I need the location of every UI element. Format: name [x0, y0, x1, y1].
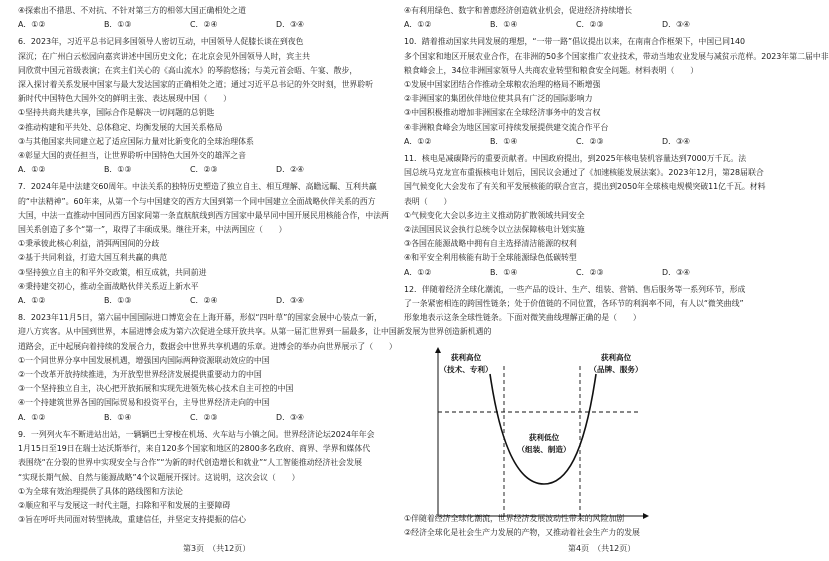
q6-item: ④彰显大国的责任担当，让世界聆听中国特色大国外交的雄浑之音 — [18, 151, 247, 161]
option-c[interactable]: C．②③ — [190, 165, 218, 175]
option-b[interactable]: B．①④ — [104, 412, 132, 422]
q8-stem: 8．2023年11月5日，第六届中国国际进口博览会在上海开幕，形似“四叶草”的国家会展中心装点一新， — [18, 313, 382, 323]
q6-stem: 6．2023年，习近平总书记同多国领导人密切互动，中国领导人促膝长谈在到夜色 — [18, 37, 304, 47]
q8-stem: 迎八方宾客。从中国到世界，本届进博会成为第六次促进全球开放共享。从第一届汇世界到一届最多，让中国新发展为世界创造新机遇的 — [18, 327, 492, 337]
q8-item: ④一个持建筑世界各国的国际贸易和投资平台，主导世界经济走向的中国 — [18, 398, 270, 408]
option-c[interactable]: C．②④ — [190, 20, 218, 30]
option-a[interactable]: A．①② — [18, 20, 46, 30]
q7-item: ①秉承彼此核心利益，消弭两国间的分歧 — [18, 239, 160, 249]
option-d[interactable]: D．③④ — [662, 136, 691, 146]
q10-options — [404, 135, 776, 149]
q12-item: ②经济全球化是社会生产力发展的产物，又推动着社会生产力的发展 — [404, 528, 640, 538]
q10-stem: 多个国家和地区开展农业合作，在非洲的50多个国家推广农业技术，带动当地农业发展与减贫示范样。2023年第二届中非 — [404, 51, 829, 61]
option-c[interactable]: C．②③ — [576, 20, 604, 30]
q8-stem: 道路会，正中起展向着持续的发展合力，数据会中世界共享机遇的乐章。进博会的举办向世界展示了（ ） — [18, 341, 397, 351]
q7-item: ④秉持建交初心，推动全面战略伙伴关系迈上新水平 — [18, 281, 199, 291]
q12-item: ①伴随着经济全球化潮流，世界经济发展波动性带来的风险加剧 — [404, 514, 625, 523]
q11-item: ①气候变化大会以多边主义推动防扩散领域共同安全 — [404, 210, 585, 220]
page-number-left: 第3页 （共12页） — [183, 544, 251, 553]
q9-stem: 表围绕“在分裂的世界中实现安全与合作”“为新的时代创造增长和就业”“人工智能推动经济社会发展 — [18, 458, 362, 468]
q11-stem: 表明（ ） — [404, 196, 452, 206]
option-a[interactable]: A．①② — [18, 296, 46, 306]
option-d[interactable]: D．③④ — [276, 412, 305, 422]
q6-item: ①坚持共商共建共享，国际合作是解决一切问题的总钥匙 — [18, 108, 215, 118]
q7-options — [18, 294, 390, 308]
q9-stem: “实现长期气候、自然与能源战略”4个议题展开探讨。这说明，这次会议（ ） — [18, 472, 300, 482]
option-b[interactable]: B．①③ — [104, 165, 132, 175]
q10-stem: 10．踏着推动国家共同发展的理想，“一带一路”倡议提出以来，在南南合作框架下，中国已同140 — [404, 37, 746, 47]
q7-stem: 7．2024年是中法建交60周年。中法关系的独特历史塑造了独立自主、相互理解、高瞻远瞩、互利共赢 — [18, 182, 377, 192]
option-d[interactable]: D．③④ — [662, 20, 691, 30]
q8-item: ①一个同世界分享中国发展机遇，增强国内国际两种资源联动效应的中国 — [18, 355, 270, 365]
q10-item: ①发展中国家团结合作推动全球粮农治理的格局不断增强 — [404, 80, 601, 90]
q10-item: ④非洲粮食峰会为地区国家可持续发展提供建交流合作平台 — [404, 122, 609, 132]
q11-item: ③各国在能源战略中拥有自主选择清洁能源的权利 — [404, 239, 577, 249]
option-a[interactable]: A．①② — [404, 267, 432, 277]
low-profit-label: 获利低位 — [528, 433, 560, 442]
q7-item: ③坚持独立自主的和平外交政策，相互成就，共同前进 — [18, 267, 207, 277]
option-b[interactable]: B．①③ — [104, 20, 132, 30]
brand-service-label: （品牌、服务） — [589, 365, 643, 374]
q10-item: ②非洲国家的集团伙伴地位使其具有广泛的国际影响力 — [404, 94, 593, 104]
q9-options — [404, 18, 776, 32]
q11-options — [404, 266, 776, 280]
q6-stem: 深沉；在广州白云松园向嘉宾讲述中国历史文化；在北京会见外国领导人时，宾主共 — [18, 51, 310, 61]
q9-item: ①为全球有效治理提供了具体的路线图和方法论 — [18, 486, 183, 496]
q7-stem: 大国，中法一直推动中国同西方国家间第一条直航航线到西方国家中最早同中国开展民用核能合作，中法两 — [18, 210, 389, 220]
q8-item: ③一个坚持独立自主，决心把开放拓展和实现先进领先核心技术自主可控的中国 — [18, 384, 294, 394]
page-number-right: 第4页 （共12页） — [568, 544, 636, 553]
q11-item: ②法国国民议会执行总统令以立法保障核电计划实施 — [404, 225, 585, 235]
option-b[interactable]: B．①④ — [490, 136, 518, 146]
q5-item-4: ④探索出不措思、不对抗、不针对第三方的相邻大国正确相处之道 — [18, 6, 247, 15]
assembly-manufacture-label: （组装、制造） — [517, 445, 571, 454]
q11-item: ④和平安全利用核能有助于全球能源绿色低碳转型 — [404, 253, 577, 263]
q10-stem: 粮食峰会上，34位非洲国家领导人共商农业转型和粮食安全问题。材料表明（ ） — [404, 65, 699, 75]
q7-item: ②基于共同利益，打造大国互利共赢的典范 — [18, 253, 168, 263]
q6-stem: 深入探讨着关系发展中国家与最大发达国家的正确相处之道；通过习近平总书记的外交时刻，世界聆听 — [18, 80, 374, 90]
option-b[interactable]: B．①④ — [490, 267, 518, 277]
q12-stem: 了一条紧密相连的跨国性链条；处于价值链的不同位置，各环节的利润率不同，有人以“微笑曲线” — [404, 299, 744, 309]
option-c[interactable]: C．②③ — [190, 412, 218, 422]
option-c[interactable]: C．②③ — [576, 136, 604, 146]
q6-stem: 同欣赏中国元首级表演；在宾主们关心的《高山流水》的琴韵悠扬；与美元首会晤、午宴、散步， — [18, 65, 358, 75]
q7-stem: 国关系创造了多个“第一”，取得了丰硕成果。继往开来，中法两国应（ ） — [18, 225, 287, 235]
q12-stem: 形象地表示这条全球性链条。下面对微笑曲线理解正确的是（ ） — [404, 313, 641, 323]
high-profit-label-left: 获利高位 — [450, 353, 482, 362]
q9-item: ②顺应和平与发展这一时代主题，扫除和平和发展的主要障碍 — [18, 500, 231, 510]
option-c[interactable]: C．②④ — [190, 296, 218, 306]
option-d[interactable]: D．③④ — [276, 296, 305, 306]
q6-options — [18, 163, 390, 177]
q6-item: ③与其他国家共同建立起了适应国际力量对比新变化的全球治理体系 — [18, 136, 254, 146]
q6-item: ②推动构建和平共处、总体稳定、均衡发展的大国关系格局 — [18, 122, 223, 132]
option-b[interactable]: B．①③ — [104, 296, 132, 306]
q12-stem: 12．伴随着经济全球化潮流，一些产品的设计、生产、组装、营销、售后服务等一系列环节，形成 — [404, 284, 746, 294]
option-c[interactable]: C．②③ — [576, 267, 604, 277]
q5-options — [18, 18, 390, 32]
q9-stem: 9．一列列火车不断进站出站，一辆辆巴士穿梭在机场、火车站与小镇之间。世界经济论坛2024年年会 — [18, 429, 375, 439]
q11-stem: 11．核电是减碳降污的重要贡献者。中国政府提出，到2025年核电装机容量达到7000万千瓦。法 — [404, 154, 747, 164]
q12-items — [404, 512, 776, 540]
option-a[interactable]: A．①② — [404, 136, 432, 146]
option-d[interactable]: D．③④ — [276, 20, 305, 30]
q11-stem: 国总统马克龙宣布重振核电计划后，国民议会通过了《加速核能发展法案》。2023年12月，第28届联合 — [404, 168, 764, 178]
option-d[interactable]: D．②④ — [276, 165, 305, 175]
option-d[interactable]: D．③④ — [662, 267, 691, 277]
q11-stem: 国气候变化大会发布了有关和平发展核能的联合宣言，提出到2050年全球核电规模突破11亿千瓦。材料 — [404, 182, 766, 192]
right-column — [404, 4, 829, 325]
q9-stem: 1月15日至19日在瑞士达沃斯举行，来自120多个国家和地区的2800多名政府、商界、学界和媒体代 — [18, 444, 371, 454]
q9-item-4: ④有利用绿色、数字和普惠经济创造就业机会，促进经济持续增长 — [404, 6, 633, 15]
q6-stem: 新时代中国特色大国外交的鲜明主张、表达展现中国（ ） — [18, 94, 232, 104]
option-a[interactable]: A．①② — [18, 165, 46, 175]
tech-patent-label: （技术、专利） — [439, 365, 493, 374]
q10-item: ③中国积极推动增加非洲国家在全球经济事务中的发言权 — [404, 108, 601, 118]
option-b[interactable]: B．①④ — [490, 20, 518, 30]
q9-item: ③旨在呼吁共同面对转型挑战，重建信任，并坚定支持提振的信心 — [18, 515, 247, 525]
q8-options — [18, 411, 390, 425]
smile-curve-diagram — [424, 346, 650, 522]
q8-item: ②一个改革开放持续推进，为开放型世界经济发展提供重要动力的中国 — [18, 370, 262, 380]
high-profit-label-right: 获利高位 — [600, 353, 632, 362]
option-a[interactable]: A．①② — [18, 412, 46, 422]
option-a[interactable]: A．①② — [404, 20, 432, 30]
q7-stem: 的“中法精神”。60年来，从第一个与中国建交的西方大国到第一个同中国建立全面战略伙伴关系的西方 — [18, 196, 376, 206]
